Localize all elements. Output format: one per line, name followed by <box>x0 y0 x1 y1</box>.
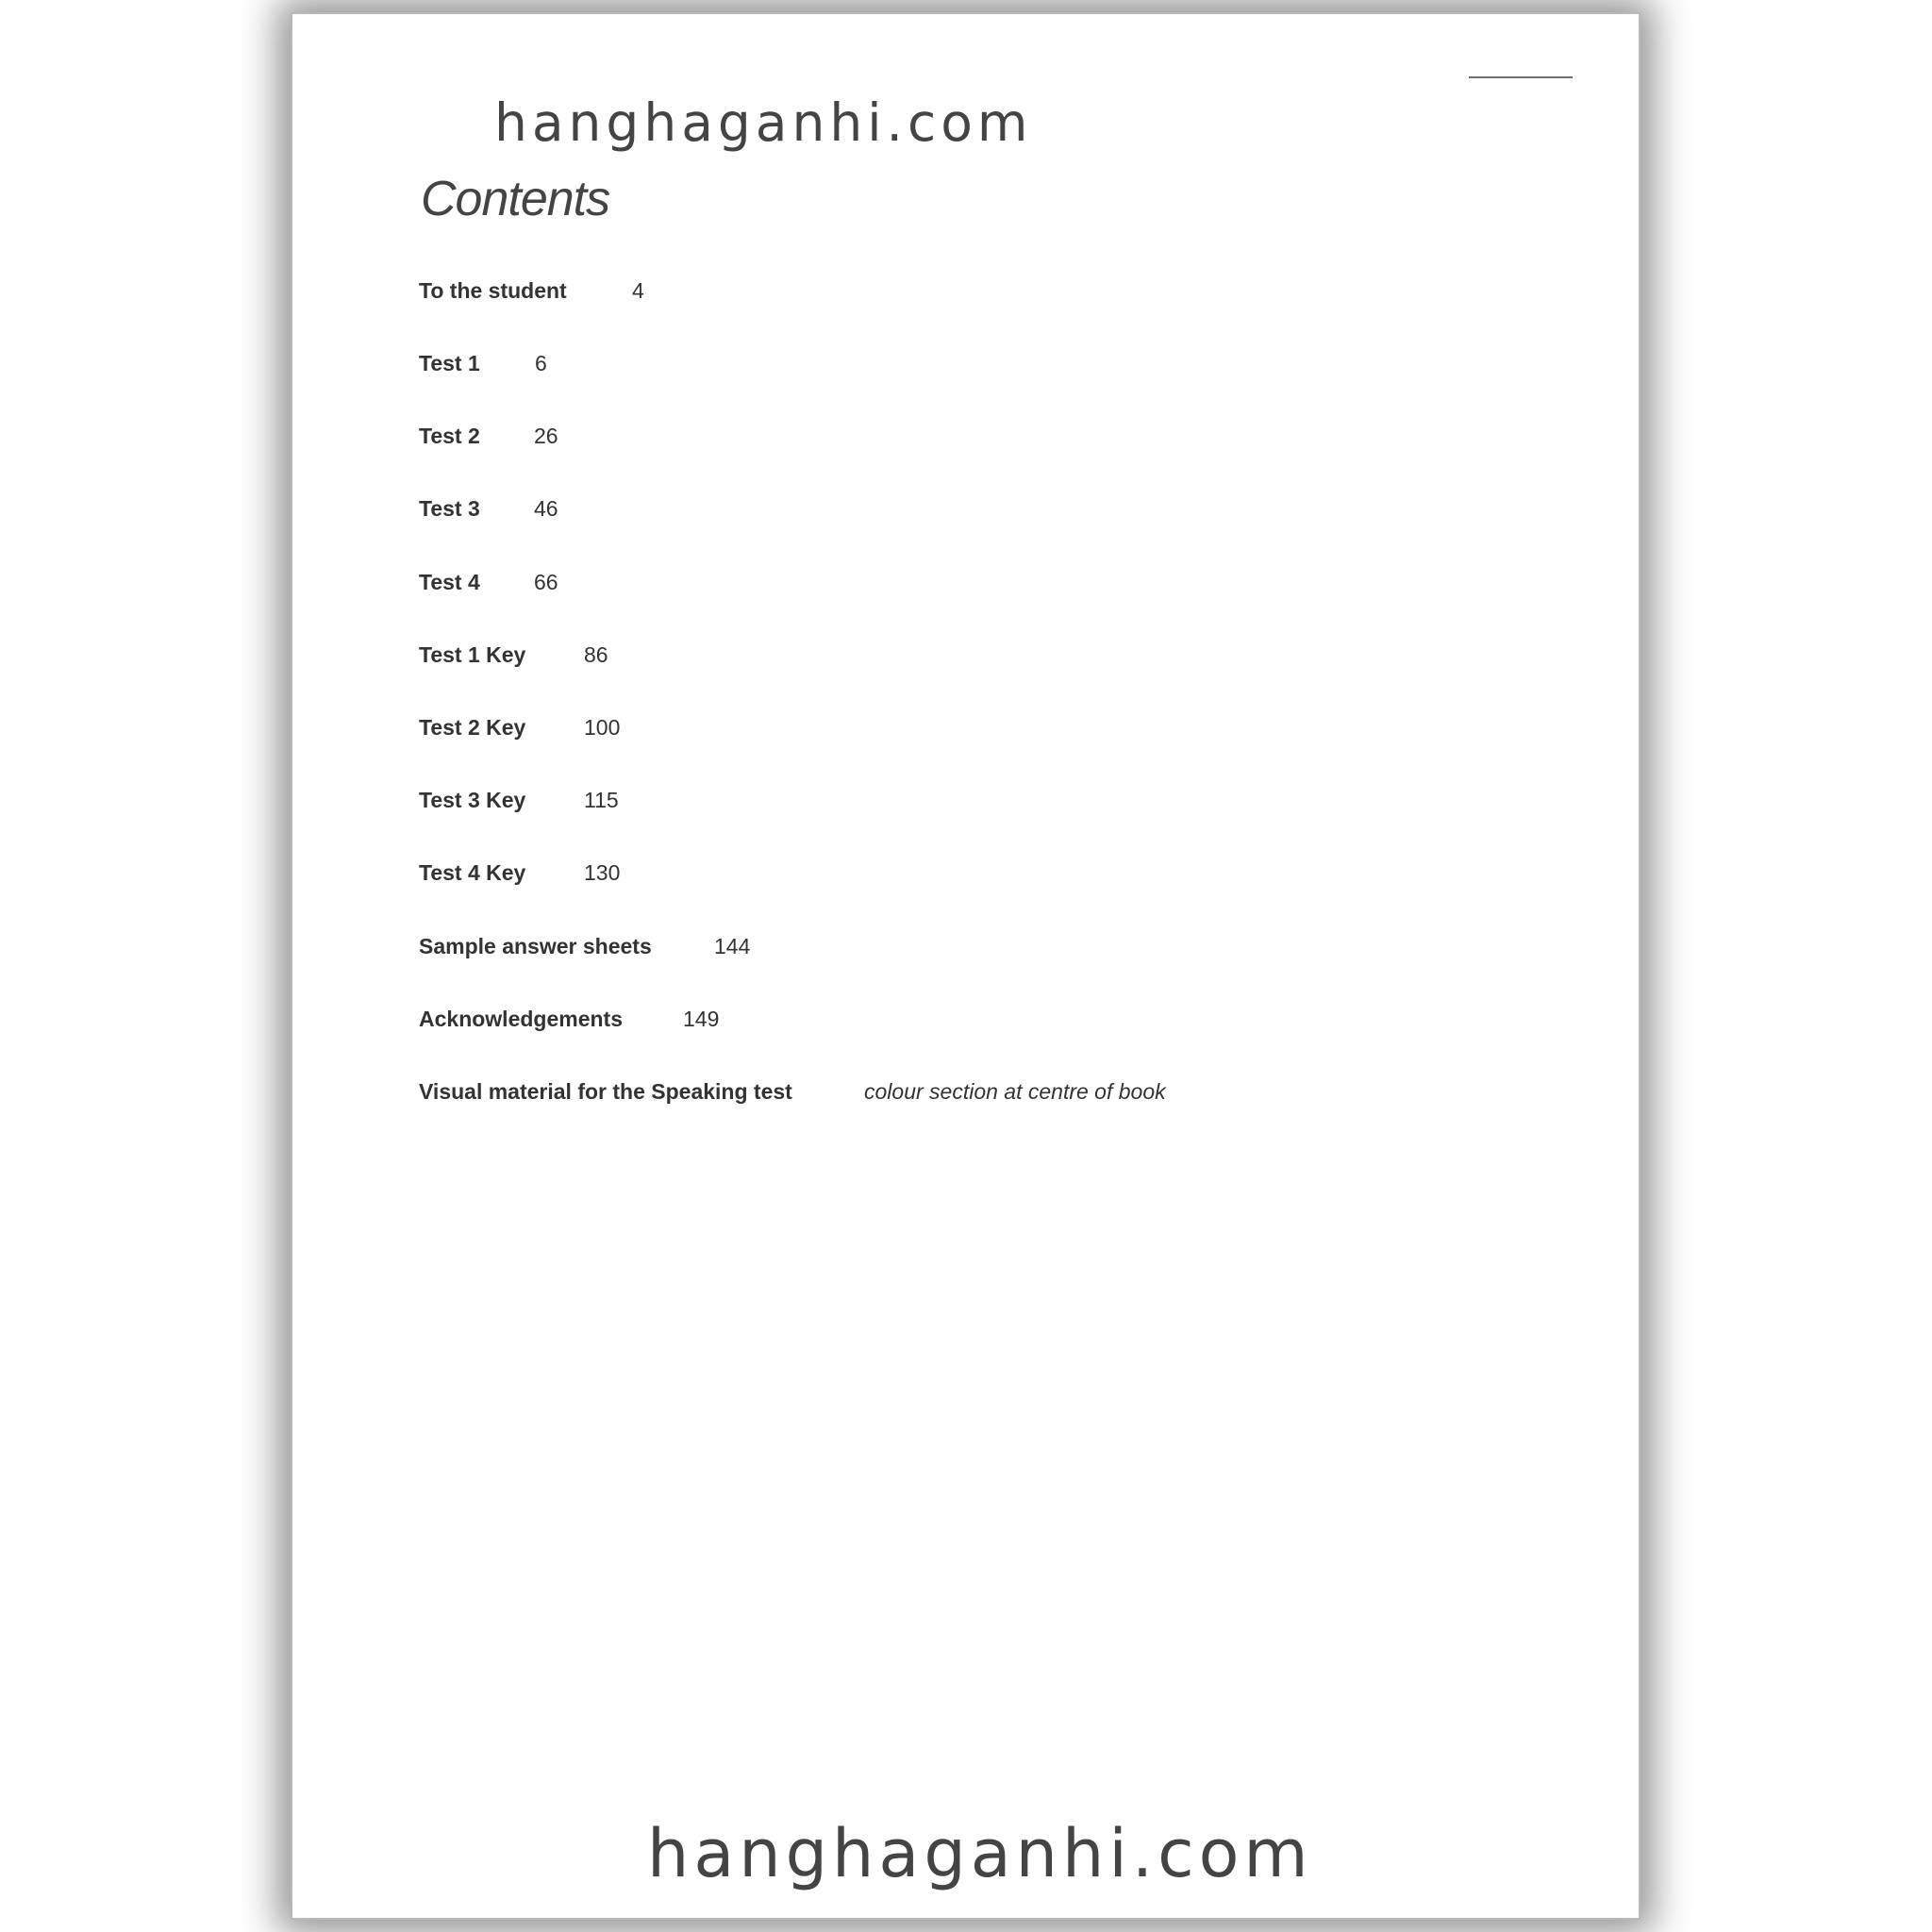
document-page <box>292 14 1639 1918</box>
toc-entry-test-2[interactable] <box>419 422 1362 450</box>
toc-entry-label: Test 1 Key <box>419 642 526 667</box>
toc-entry-label: To the student <box>419 278 567 303</box>
toc-entry-label: Acknowledgements <box>419 1007 623 1031</box>
header-rule <box>1469 76 1573 78</box>
toc-entry-label: Test 3 Key <box>419 788 526 812</box>
toc-entry-label: Visual material for the Speaking test <box>419 1079 792 1104</box>
toc-entry-test-1-key[interactable] <box>419 641 1362 669</box>
toc-entry-page: 26 <box>534 424 558 448</box>
toc-entry-acknowledgements[interactable] <box>419 1005 1362 1033</box>
toc-entry-test-1[interactable] <box>419 349 1362 377</box>
toc-entry-test-4[interactable] <box>419 568 1362 596</box>
watermark-bottom: hanghaganhi.com <box>647 1815 1313 1892</box>
page-title: Contents <box>421 172 610 226</box>
toc-entry-label: Test 4 Key <box>419 860 526 885</box>
toc-entry-sample-answer-sheets[interactable] <box>419 932 1362 960</box>
toc-entry-label: Test 3 <box>419 496 480 521</box>
toc-entry-label: Test 2 Key <box>419 715 526 740</box>
toc-entry-page: 86 <box>584 642 608 667</box>
toc-entry-page: 130 <box>584 860 621 885</box>
toc-entry-label: Test 2 <box>419 424 480 448</box>
toc-entry-page-note: colour section at centre of book <box>864 1079 1166 1104</box>
toc-entry-test-2-key[interactable] <box>419 713 1362 741</box>
toc-entry-page: 115 <box>584 788 619 812</box>
watermark-top: hanghaganhi.com <box>494 92 1033 153</box>
toc-entry-page: 6 <box>535 351 547 375</box>
toc-entry-test-3-key[interactable] <box>419 786 1362 814</box>
toc-entry-visual-material[interactable] <box>419 1077 1362 1106</box>
toc-entry-to-the-student[interactable] <box>419 276 1362 305</box>
toc-entry-test-4-key[interactable] <box>419 858 1362 887</box>
toc-entry-page: 66 <box>534 570 558 594</box>
toc-entry-page: 46 <box>534 496 558 521</box>
toc-entry-page: 149 <box>683 1007 720 1031</box>
toc-entry-label: Sample answer sheets <box>419 934 652 958</box>
toc-entry-page: 144 <box>714 934 751 958</box>
toc-entry-label: Test 1 <box>419 351 480 375</box>
toc-entry-label: Test 4 <box>419 570 480 594</box>
toc-entry-test-3[interactable] <box>419 494 1362 523</box>
toc-entry-page: 100 <box>584 715 621 740</box>
toc-entry-page: 4 <box>632 278 644 303</box>
